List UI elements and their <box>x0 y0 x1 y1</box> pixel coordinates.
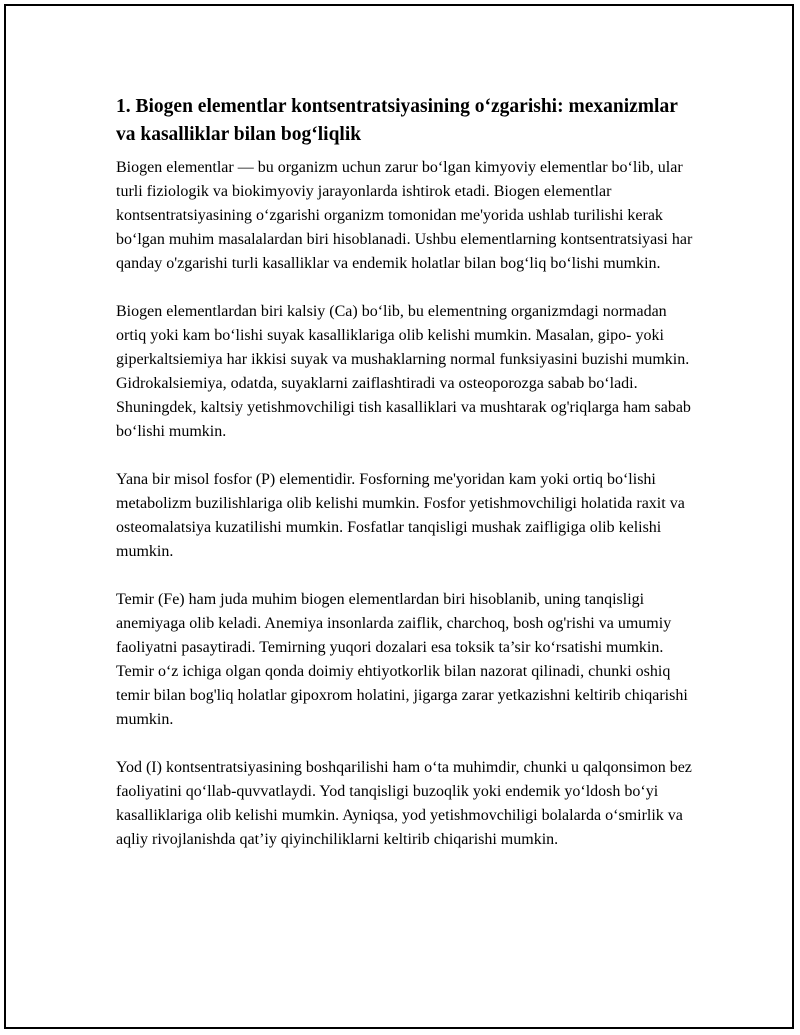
paragraph-iron: Temir (Fe) ham juda muhim biogen elementlardan biri hisoblanib, uning tanqisligi anemiyaga olib keladi. Anemiya insonlarda zaiflik, charchoq, bosh og'rishi va umumiy faoliyatni pasaytiradi. Temirning yuqori dozalari esa toksik ta’sir ko‘rsatishi mumkin. Temir o‘z ichiga olgan qonda doimiy ehtiyotkorlik bilan nazorat qilinadi, chunki oshiq temir bilan bog'liq holatlar gipoxrom holatini, jigarga zarar yetkazishni keltirib chiqarishi mumkin. <box>116 591 688 728</box>
paragraph-intro: Biogen elementlar — bu organizm uchun zarur bo‘lgan kimyoviy elementlar bo‘lib, ular turli fiziologik va biokimyoviy jarayonlarda ishtirok etadi. Biogen elementlar kontsentratsiyasining o‘zgarishi organizm tomonidan me'yorida ushlab turilishi kerak bo‘lgan muhim masalalardan biri hisoblanadi. Ushbu elementlarning kontsentratsiyasi har qanday o'zgarishi turli kasalliklar va endemik holatlar bilan bog‘liq bo‘lishi mumkin. <box>116 159 693 272</box>
paragraph-phosphorus: Yana bir misol fosfor (P) elementidir. Fosforning me'yoridan kam yoki ortiq bo‘lishi metabolizm buzilishlariga olib kelishi mumkin. Fosfor yetishmovchiligi holatida raxit va osteomalatsiya kuzatilishi mumkin. Fosfatlar tanqisligi mushak zaifligiga olib kelishi mumkin. <box>116 471 685 560</box>
paragraph-iodine: Yod (I) kontsentratsiyasining boshqarilishi ham o‘ta muhimdir, chunki u qalqonsimon bez faoliyatini qo‘llab-quvvatlaydi. Yod tanqisligi buzoqlik yoki endemik yo‘ldosh bo‘yi kasalliklariga olib kelishi mumkin. Ayniqsa, yod yetishmovchiligi bolalarda o‘smirlik va aqliy rivojlanishda qat’iy qiyinchiliklarni keltirib chiqarishi mumkin. <box>116 759 692 848</box>
paragraph-calcium: Biogen elementlardan biri kalsiy (Ca) bo‘lib, bu elementning organizmdagi normadan ortiq yoki kam bo‘lishi suyak kasalliklariga olib kelishi mumkin. Masalan, gipo- yoki giperkaltsiemiya har ikkisi suyak va mushaklarning normal funksiyasini buzishi mumkin. Gidrokalsiemiya, odatda, suyaklarni zaiflashtiradi va osteoporozga sabab bo‘ladi. Shuningdek, kaltsiy yetishmovchiligi tish kasalliklari va mushtarak og'riqlarga ham sabab bo‘lishi mumkin. <box>116 303 691 440</box>
document-title: 1. Biogen elementlar kontsentratsiyasining o‘zgarishi: mexanizmlar va kasalliklar bilan bog‘liqlik <box>116 96 678 145</box>
document-body <box>116 93 696 876</box>
